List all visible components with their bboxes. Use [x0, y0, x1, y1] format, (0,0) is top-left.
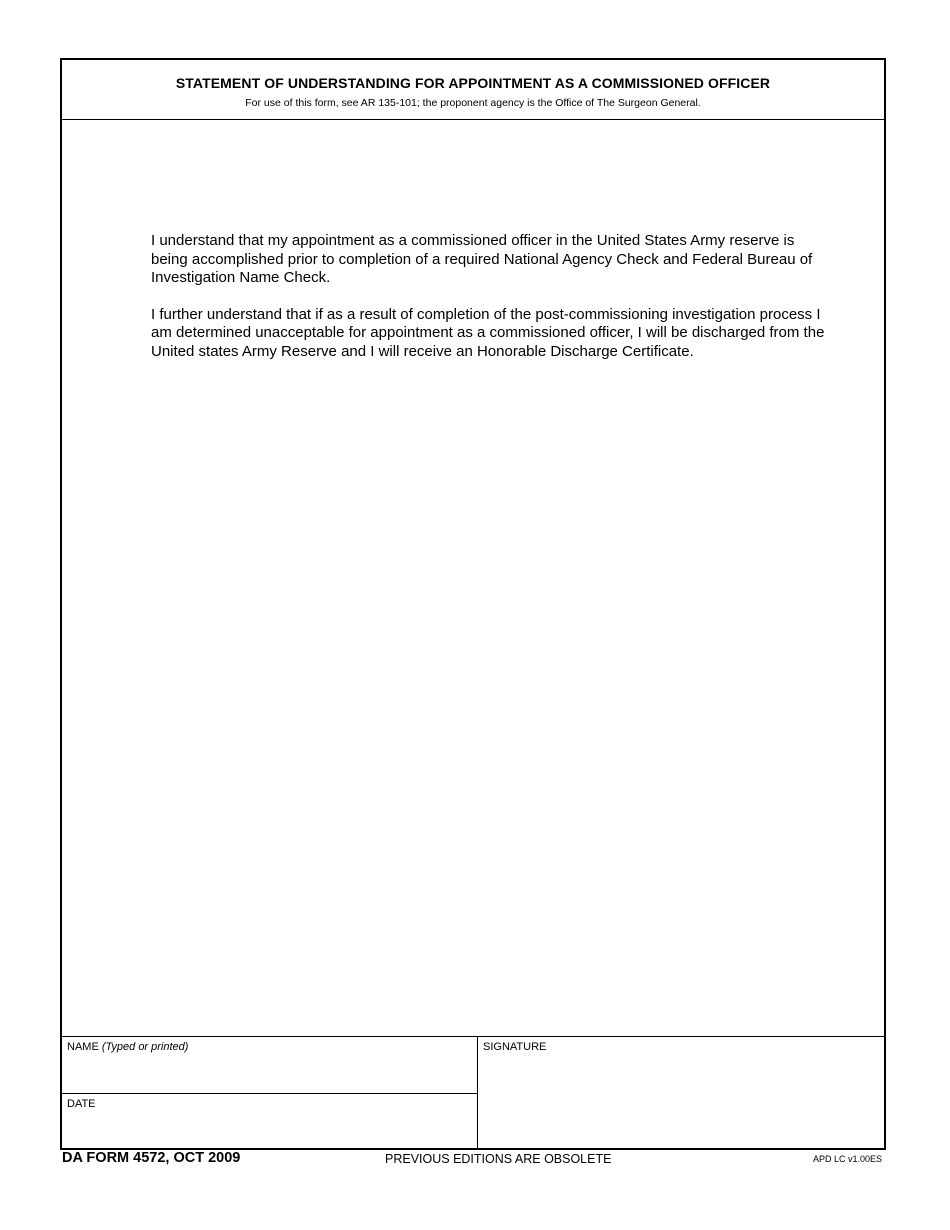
statement-body	[151, 232, 831, 379]
form-header	[62, 60, 884, 120]
form-subtitle: For use of this form, see AR 135-101; the proponent agency is the Office of The Surgeon General.	[245, 97, 701, 109]
form-number: DA FORM 4572, OCT 2009	[62, 1150, 241, 1166]
statement-paragraph-2: I further understand that if as a result of completion of the post-commissioning investigation process I am determined unacceptable for appointment as a commissioned officer, I will be discharged from the United states Army Reserve and I will receive an Honorable Discharge Certificate.	[151, 305, 825, 360]
signature-section	[62, 1036, 884, 1150]
name-label-text: NAME	[67, 1041, 99, 1053]
signature-field-label: SIGNATURE	[483, 1041, 547, 1053]
date-field-label: DATE	[67, 1098, 96, 1110]
version-label: APD LC v1.00ES	[812, 1154, 882, 1164]
name-label-hint: (Typed or printed)	[101, 1041, 189, 1053]
editions-note: PREVIOUS EDITIONS ARE OBSOLETE	[385, 1152, 612, 1166]
name-field-box[interactable]	[62, 1037, 478, 1094]
form-title: STATEMENT OF UNDERSTANDING FOR APPOINTMENT AS A COMMISSIONED OFFICER	[175, 75, 771, 91]
name-input[interactable]	[67, 1067, 472, 1089]
form-frame	[60, 58, 886, 1150]
statement-paragraph-1: I understand that my appointment as a commissioned officer in the United States Army reserve is being accomplished prior to completion of a required National Agency Check and Federal Bureau of Investigation Name Check.	[151, 232, 813, 286]
date-input[interactable]	[67, 1124, 472, 1146]
name-field-label	[67, 1041, 188, 1053]
signature-field-box[interactable]	[478, 1037, 886, 1150]
date-field-box[interactable]	[62, 1094, 478, 1150]
